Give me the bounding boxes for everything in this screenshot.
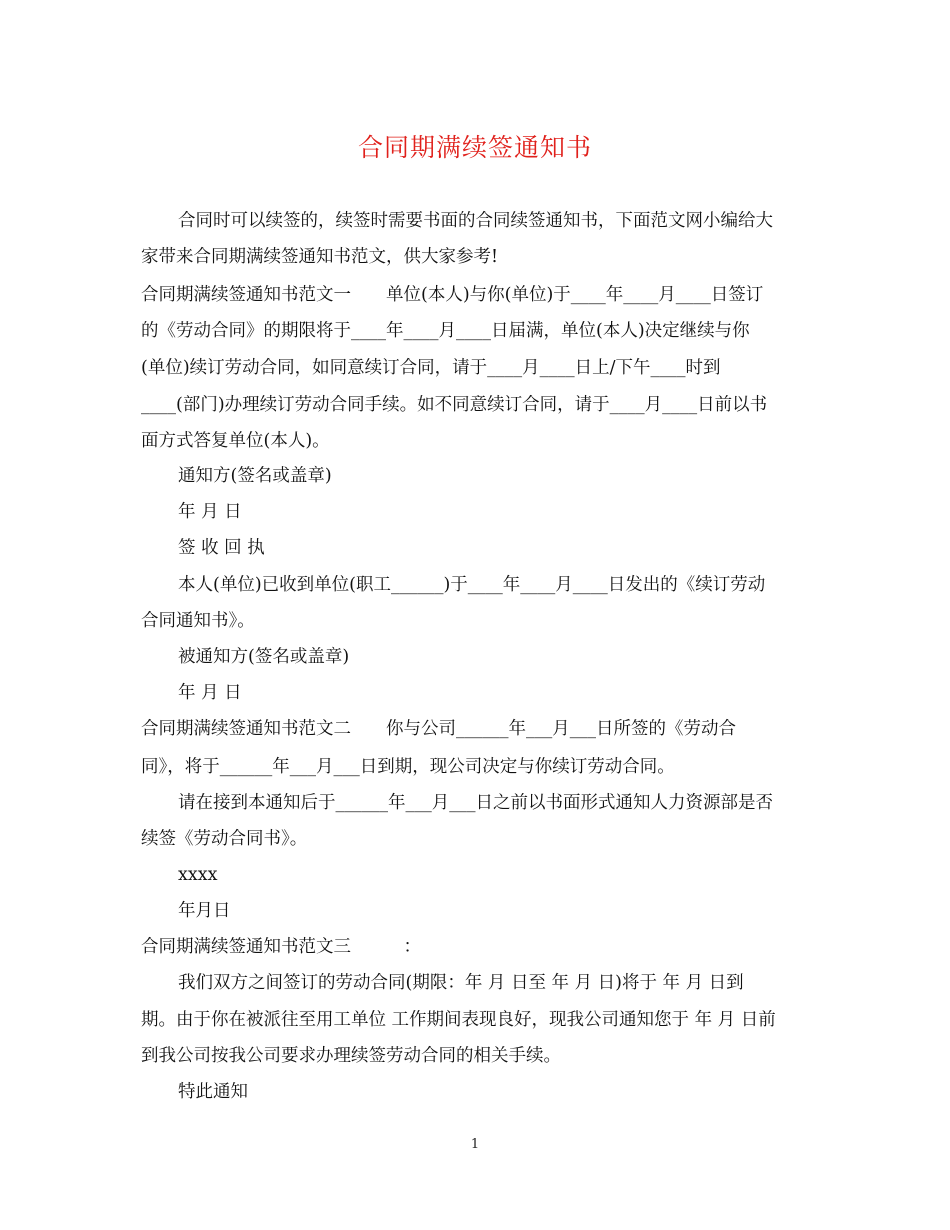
paragraph-line: 合同时可以续签的，续签时需要书面的合同续签通知书，下面范文网小编给大	[178, 211, 773, 231]
paragraph-line: 的《劳动合同》的期限将于____年____月____日届满，单位(本人)决定继续与你	[141, 321, 750, 341]
recipient-signature: 被通知方(签名或盖章)	[178, 647, 350, 667]
date-line: 年 月 日	[178, 683, 242, 703]
notifier-signature: 通知方(签名或盖章)	[178, 466, 332, 486]
date-line: 年 月 日	[178, 502, 242, 522]
paragraph-line: 家带来合同期满续签通知书范文，供大家参考!	[141, 247, 499, 267]
paragraph-line: 续签《劳动合同书》。	[141, 829, 308, 849]
paragraph-line: 我们双方之间签订的劳动合同(期限：年 月 日至 年 月 日)将于 年 月 日到	[178, 973, 744, 993]
page-number: 1	[470, 1137, 480, 1152]
paragraph-line: 合同期满续签通知书范文三 ：	[141, 937, 421, 957]
paragraph-line: (单位)续订劳动合同，如同意续订合同，请于____月____日上/下午____时到	[141, 358, 721, 378]
signature-placeholder: xxxx	[178, 865, 218, 885]
paragraph-line: 合同期满续签通知书范文一 单位(本人)与你(单位)于____年____月____日签订	[141, 285, 764, 305]
receipt-heading: 签 收 回 执	[178, 538, 265, 558]
paragraph-line: 期。由于你在被派往至用工单位 工作期间表现良好，现我公司通知您于 年 月 日前	[141, 1010, 776, 1030]
paragraph-line: 请在接到本通知后于______年___月___日之前以书面形式通知人力资源部是否	[178, 793, 773, 813]
paragraph-line: 同》，将于______年___月___日到期，现公司决定与你续订劳动合同。	[141, 757, 675, 777]
paragraph-line: 面方式答复单位(本人)。	[141, 431, 330, 451]
paragraph-line: ____(部门)办理续订劳动合同手续。如不同意续订合同，请于____月____日前以书	[141, 395, 768, 415]
paragraph-line: 本人(单位)已收到单位(职工______)于____年____月____日发出的《续订劳动	[178, 575, 766, 595]
paragraph-line: 合同期满续签通知书范文二 你与公司______年___月___日所签的《劳动合	[141, 719, 736, 739]
paragraph-line: 到我公司按我公司要求办理续签劳动合同的相关手续。	[141, 1046, 561, 1066]
document-title: 合同期满续签通知书	[357, 133, 592, 162]
date-line: 年月日	[178, 901, 231, 921]
closing-line: 特此通知	[178, 1082, 248, 1102]
paragraph-line: 合同通知书》。	[141, 611, 255, 631]
